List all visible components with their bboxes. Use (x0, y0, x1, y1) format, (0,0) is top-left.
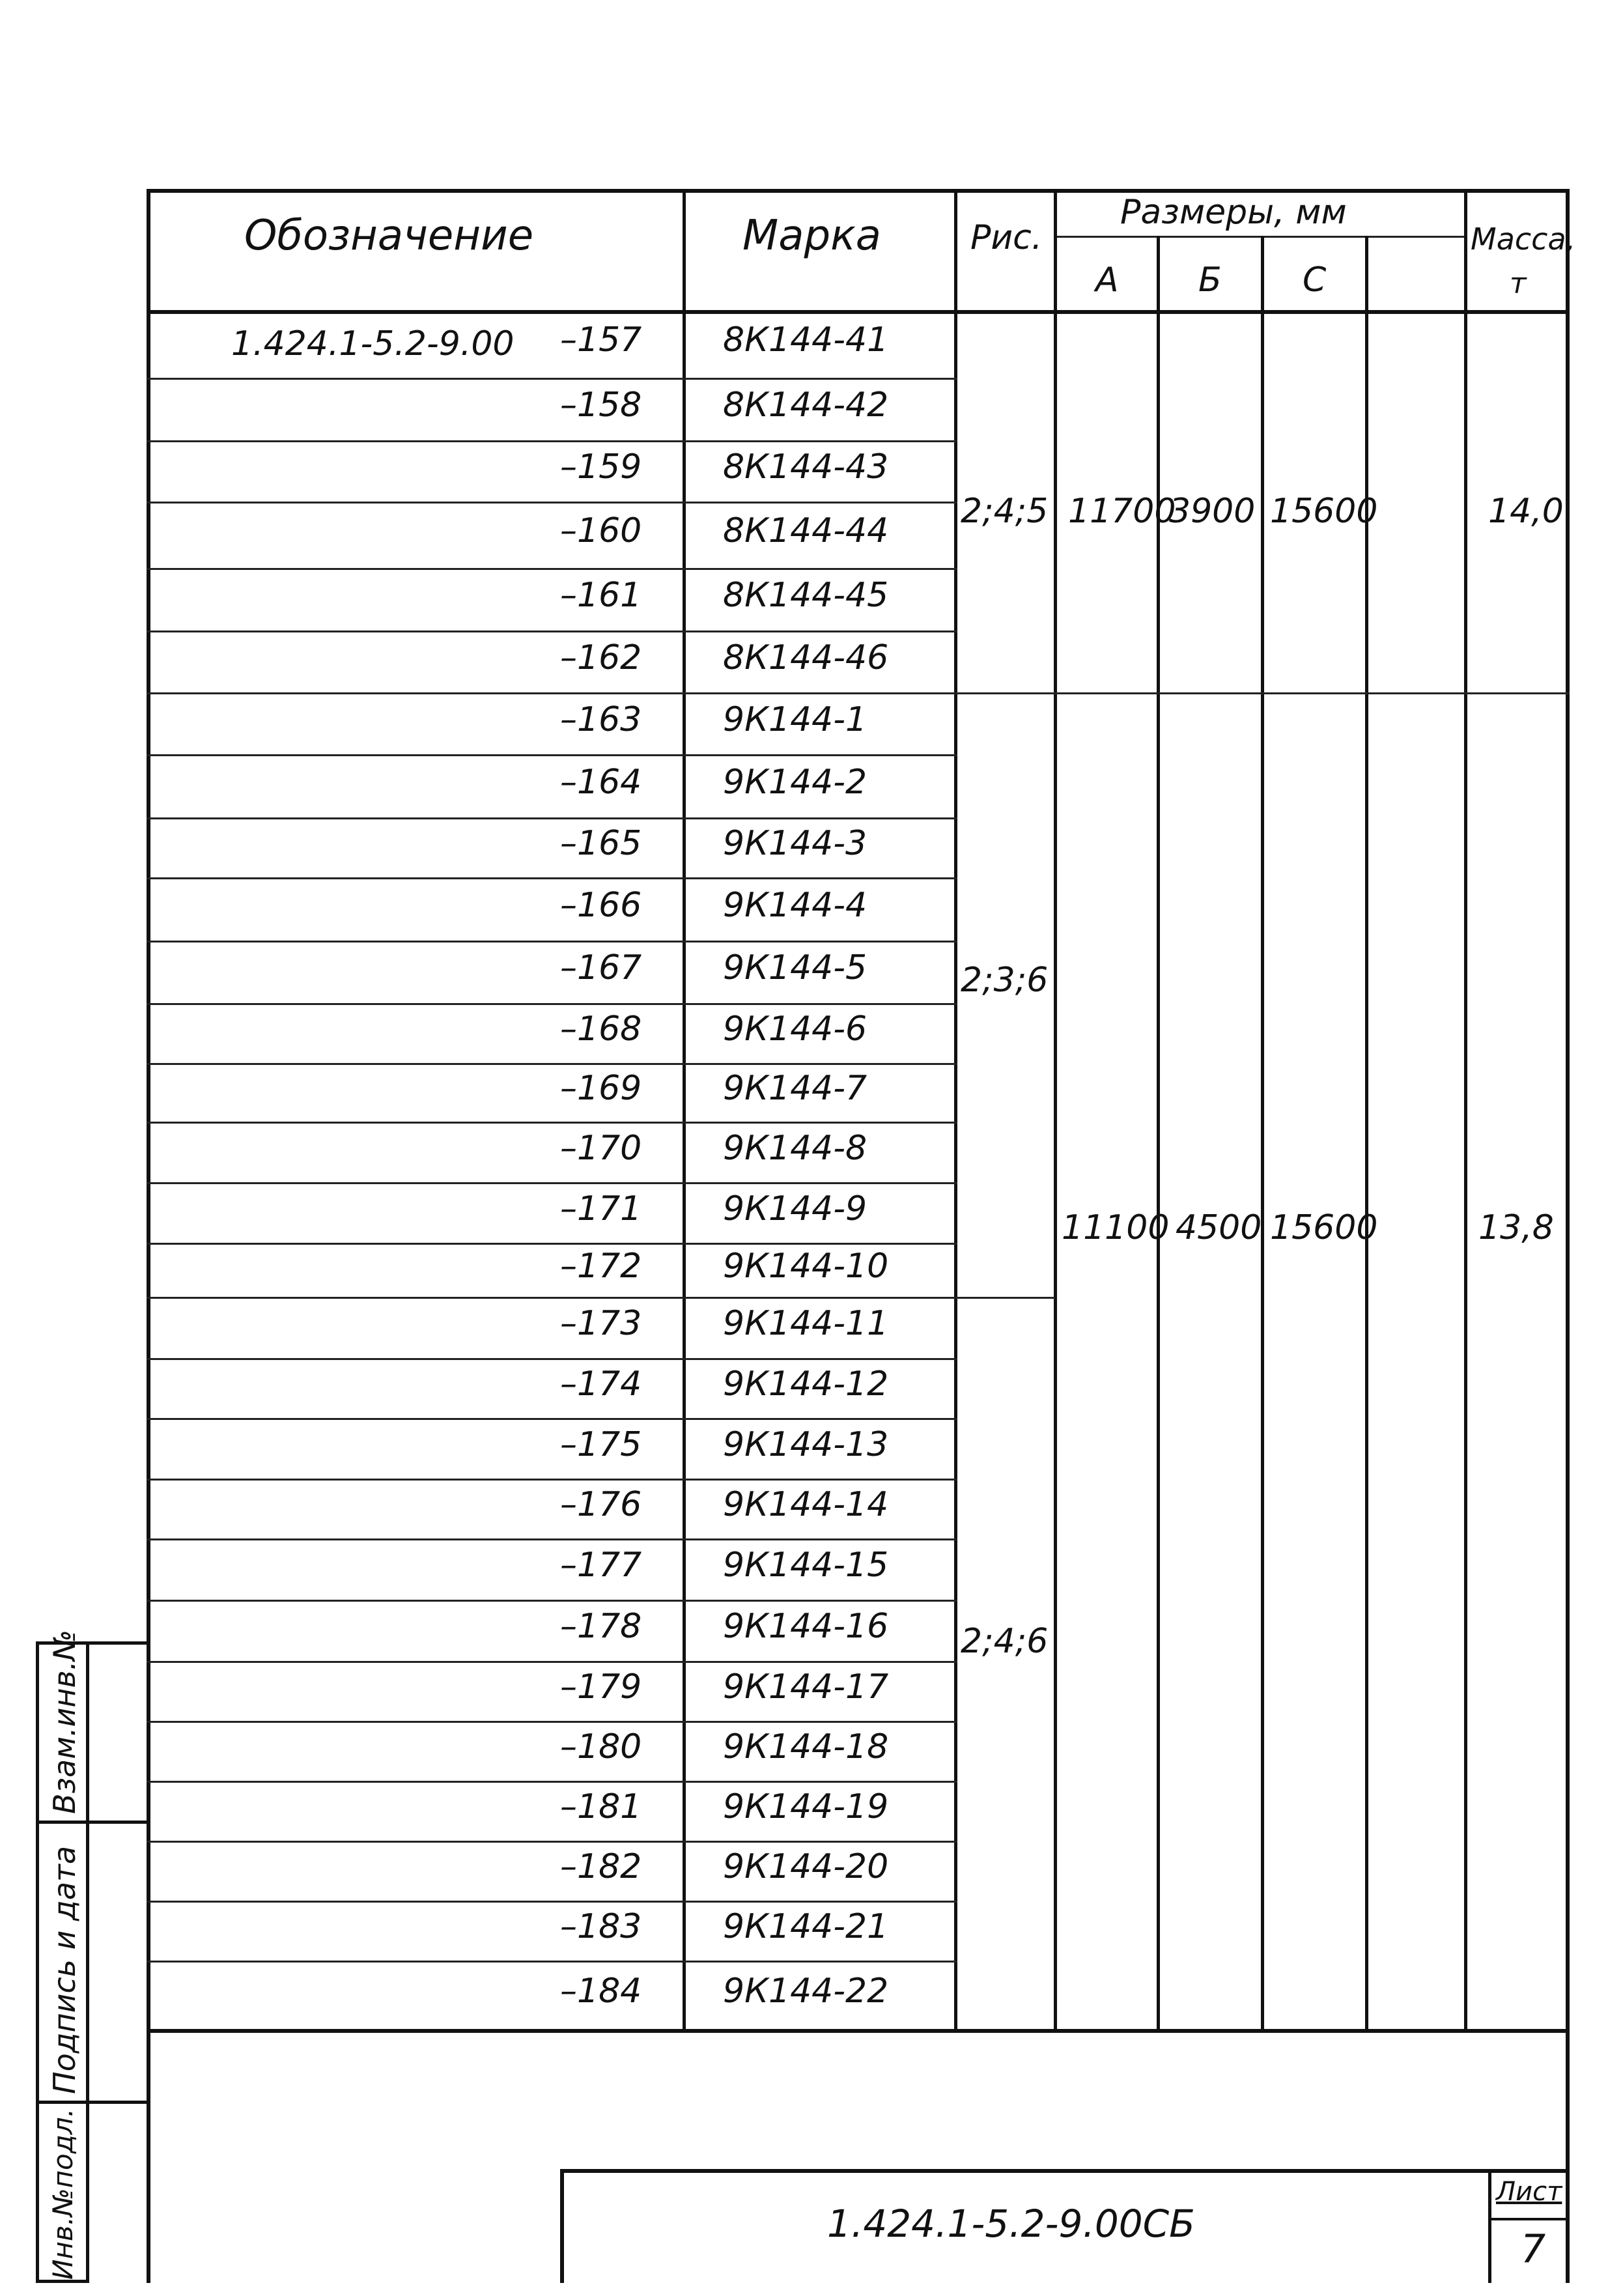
col-divider-c (1261, 236, 1264, 2029)
row-separator (147, 941, 957, 942)
row-mark: 9К144-14 (723, 1485, 889, 1524)
row-separator (147, 1721, 957, 1723)
row-designation-suffix: –181 (560, 1787, 642, 1826)
row-designation-suffix: –175 (560, 1425, 642, 1464)
group2-mass: 13,8 (1478, 1208, 1554, 1247)
stamp-sheet-divider (1488, 2169, 1491, 2283)
side-strip-divider-2 (36, 2101, 147, 2104)
row-mark: 9К144-10 (723, 1247, 889, 1286)
row-designation-suffix: –180 (560, 1727, 642, 1766)
side-label-inv-replace: Взам.инв.№ (47, 1629, 82, 1814)
row-designation-suffix: –168 (560, 1010, 642, 1049)
row-mark: 9К144-7 (723, 1069, 867, 1108)
group1-c: 15600 (1270, 492, 1378, 531)
row-separator (147, 502, 957, 503)
row-separator (147, 1243, 957, 1245)
row-separator (147, 378, 957, 380)
row-designation-suffix: –183 (560, 1907, 642, 1946)
row-mark: 9К144-22 (723, 1972, 889, 2011)
row-mark: 9К144-19 (723, 1787, 889, 1826)
row-designation-suffix: –159 (560, 447, 642, 487)
row-designation-suffix: –160 (560, 511, 642, 550)
group1-mass: 14,0 (1488, 492, 1564, 531)
row-mark: 9К144-13 (723, 1425, 889, 1464)
row-mark: 8К144-43 (723, 447, 889, 487)
row-designation-suffix: –164 (560, 763, 642, 802)
row-mark: 8К144-46 (723, 638, 889, 677)
row-separator (147, 1538, 957, 1540)
row-separator (147, 1297, 957, 1299)
row-designation-suffix: –177 (560, 1546, 642, 1585)
header-figure: Рис. (970, 218, 1043, 257)
row-designation-suffix: –162 (560, 638, 642, 677)
row-separator (147, 568, 957, 570)
row-designation-suffix: –158 (560, 386, 642, 425)
row-mark: 9К144-2 (723, 763, 867, 802)
sizes-subheader-line (1055, 236, 1465, 238)
row-designation-suffix: –172 (560, 1247, 642, 1286)
row-mark: 9К144-1 (723, 700, 867, 739)
sheet-number: 7 (1521, 2226, 1546, 2272)
header-sizes: Размеры, мм (1120, 193, 1347, 232)
group2-figure: 2;3;6 (961, 961, 1049, 1000)
base-designation: 1.424.1-5.2-9.00 (231, 324, 515, 363)
group-separator-1 (954, 692, 1570, 694)
row-mark: 9К144-15 (723, 1546, 889, 1585)
row-separator (147, 1479, 957, 1481)
row-designation-suffix: –176 (560, 1485, 642, 1524)
group1-b: 3900 (1169, 492, 1256, 531)
row-separator (147, 817, 957, 819)
row-separator (147, 1841, 957, 1843)
row-separator (147, 1003, 957, 1005)
header-mark: Марка (742, 212, 881, 260)
row-designation-suffix: –171 (560, 1189, 642, 1228)
row-separator (147, 1122, 957, 1124)
header-bottom-line (147, 310, 1570, 314)
row-separator (147, 631, 957, 632)
row-designation-suffix: –179 (560, 1667, 642, 1707)
header-mass-unit: т (1510, 267, 1527, 300)
group1-figure: 2;4;5 (961, 492, 1049, 531)
row-separator (147, 1781, 957, 1783)
row-mark: 9К144-5 (723, 948, 867, 987)
col-divider-mark (683, 189, 686, 2029)
row-designation-suffix: –166 (560, 886, 642, 925)
row-mark: 9К144-12 (723, 1365, 889, 1404)
group2-c: 15600 (1270, 1208, 1378, 1247)
side-label-sign-date: Подпись и дата (47, 1845, 82, 2094)
row-designation-suffix: –182 (560, 1847, 642, 1886)
row-separator (147, 1358, 957, 1360)
row-mark: 9К144-11 (723, 1304, 889, 1343)
row-mark: 9К144-9 (723, 1189, 867, 1228)
table-bottom-line (147, 2029, 1570, 2033)
header-col-a: А (1095, 261, 1119, 300)
row-mark: 9К144-16 (723, 1607, 889, 1646)
row-designation-suffix: –161 (560, 576, 642, 615)
col-divider-mass (1464, 189, 1467, 2029)
row-separator (147, 1661, 957, 1663)
row-mark: 8К144-44 (723, 511, 889, 550)
row-separator (147, 1182, 957, 1184)
row-mark: 9К144-6 (723, 1010, 867, 1049)
row-mark: 9К144-8 (723, 1129, 867, 1168)
col-divider-a (1054, 189, 1057, 2029)
row-separator (147, 1418, 957, 1420)
header-col-c: С (1303, 261, 1327, 300)
row-mark: 9К144-20 (723, 1847, 889, 1886)
group1-a: 11700 (1068, 492, 1176, 531)
document-code: 1.424.1-5.2-9.00СБ (827, 2202, 1195, 2246)
col-divider-figure (954, 189, 957, 2029)
row-mark: 9К144-3 (723, 824, 867, 863)
row-mark: 9К144-18 (723, 1727, 889, 1766)
row-mark: 8К144-45 (723, 576, 889, 615)
row-separator (147, 1901, 957, 1903)
side-strip-divider-1 (36, 1821, 147, 1824)
row-separator (147, 877, 957, 879)
row-designation-suffix: –178 (560, 1607, 642, 1646)
header-top-line (147, 189, 1570, 193)
row-mark: 9К144-17 (723, 1667, 889, 1707)
header-mass: Масса, (1471, 221, 1576, 257)
row-designation-suffix: –169 (560, 1069, 642, 1108)
row-designation-suffix: –184 (560, 1972, 642, 2011)
sheet-label: Лист (1496, 2177, 1562, 2207)
row-designation-suffix: –174 (560, 1365, 642, 1404)
stamp-sheet-line (1488, 2218, 1570, 2220)
side-label-inv-orig: Инв.№подл. (47, 2108, 79, 2280)
row-mark: 9К144-4 (723, 886, 867, 925)
row-separator (147, 1600, 957, 1602)
row-designation-suffix: –165 (560, 824, 642, 863)
row-mark: 8К144-42 (723, 386, 889, 425)
row-separator (147, 1961, 957, 1963)
group3-figure: 2;4;6 (961, 1622, 1049, 1661)
group2-a: 11100 (1062, 1208, 1170, 1247)
row-designation-suffix: –163 (560, 700, 642, 739)
header-col-b: Б (1198, 261, 1222, 300)
group-separator-2 (954, 1297, 1055, 1299)
row-designation-suffix: –157 (560, 320, 642, 360)
row-separator (147, 1063, 957, 1065)
row-designation-suffix: –167 (560, 948, 642, 987)
row-designation-suffix: –173 (560, 1304, 642, 1343)
header-designation: Обозначение (244, 212, 534, 260)
row-separator (147, 754, 957, 756)
group2-b: 4500 (1176, 1208, 1262, 1247)
row-mark: 8К144-41 (723, 320, 889, 360)
row-separator (147, 440, 957, 442)
row-mark: 9К144-21 (723, 1907, 889, 1946)
row-separator (147, 692, 957, 694)
row-designation-suffix: –170 (560, 1129, 642, 1168)
